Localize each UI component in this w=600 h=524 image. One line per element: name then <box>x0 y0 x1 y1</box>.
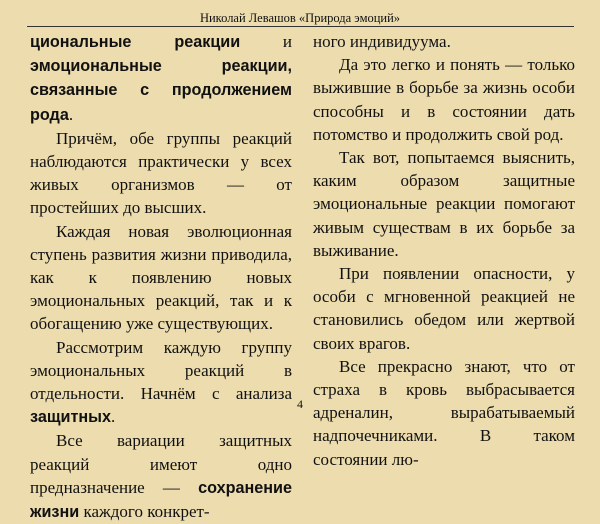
page-number: 4 <box>297 397 303 411</box>
paragraph <box>30 429 292 524</box>
header-divider <box>27 26 574 27</box>
text-run: Все вариации защитных реакций имеют одно предназначение — <box>30 431 292 497</box>
paragraph: Причём, обе группы реакций наблюдаются практически у всех живых организмов — от простейших до высших. <box>30 128 292 218</box>
paragraph: При появлении опасности, у особи с мгновенной реакцией не становились обедом или жертвой своих врагов. <box>313 264 575 353</box>
text-run: каждого конкрет- <box>79 502 210 522</box>
page-header <box>0 0 600 28</box>
paragraph: Да это легко и понять — только выжившие в борьбе за жизнь особи способны и в состоянии дать потомство и продолжить свой род. <box>313 55 575 144</box>
paragraph: Каждая новая эволюционная ступень развития жизни приводила, как к появлению новых эмоциональных реакций, так и к обогащению уже существующих. <box>30 221 292 334</box>
paragraph: Так вот, попытаемся выяснить, каким образом защитные эмоциональные реакции помогают живым существам в их борьбе за выживание. <box>313 148 575 260</box>
paragraph: ного индивидуума. <box>313 32 451 51</box>
text-run: и <box>240 32 292 51</box>
text-run: . <box>68 104 74 124</box>
bold-phrase: защитных <box>30 408 111 427</box>
paragraph <box>30 30 292 127</box>
paragraph <box>30 336 292 430</box>
left-column <box>30 30 292 524</box>
bold-phrase: циональные реакции <box>30 33 241 51</box>
text-run: . <box>110 407 116 427</box>
running-title: Николай Левашов «Природа эмоций» <box>199 11 401 25</box>
bold-phrase: сохранение жизни <box>30 478 292 522</box>
text-run: Рассмотрим каждую группу эмоциональных реакций в отдельности. Начнём с анализа <box>30 337 292 404</box>
paragraph: Все прекрасно знают, что от страха в кровь выбрасывается адреналин, вырабатываемый надпочечниками. В таком состоянии лю- <box>313 356 575 469</box>
bold-phrase: эмоциональные реакции, связанные с продолжением рода <box>30 57 292 124</box>
